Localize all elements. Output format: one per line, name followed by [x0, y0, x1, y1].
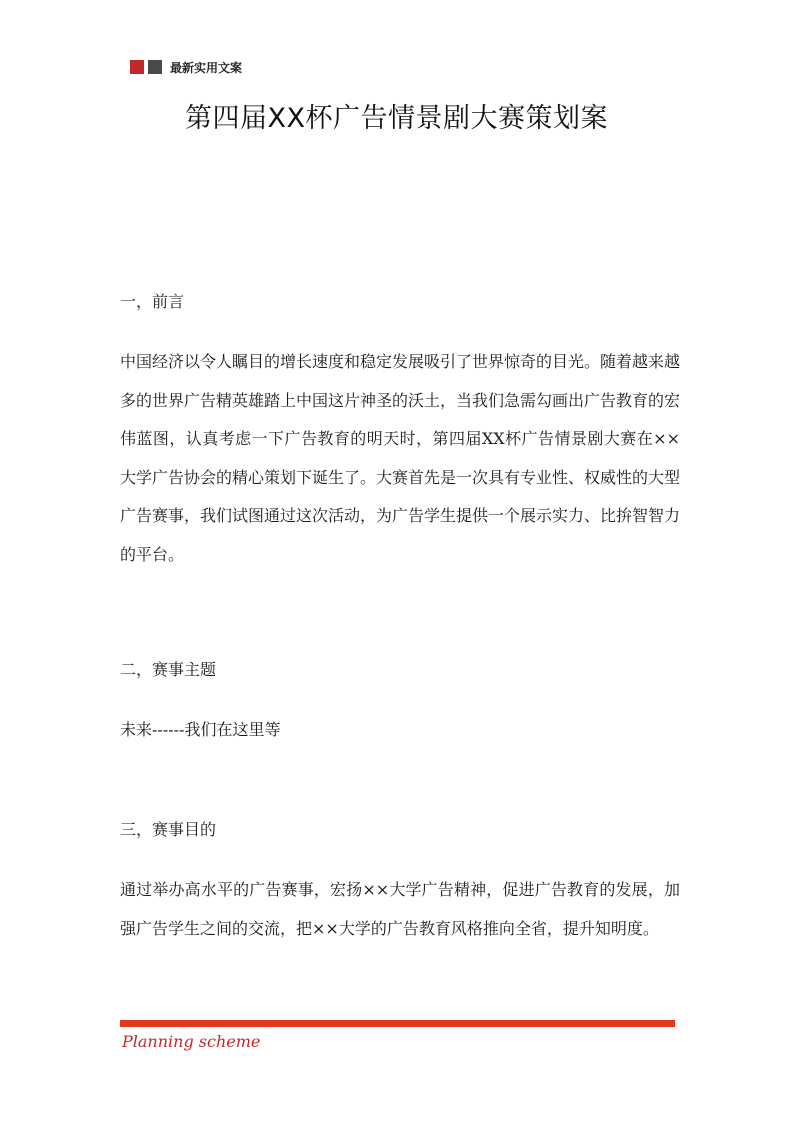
red-square-icon	[130, 60, 144, 74]
footer-label: Planning scheme	[122, 1032, 261, 1051]
section-heading-purpose: 三，赛事目的	[120, 820, 217, 839]
section-body-preface: 中国经济以令人瞩目的增长速度和稳定发展吸引了世界惊奇的目光。随着越来越多的世界广告精英雄踏上中国这片神圣的沃土，当我们急需勾画出广告教育的宏伟蓝图，认真考虑一下广告教育的明天时，第四届XX杯广告情景剧大赛在××大学广告协会的精心策划下诞生了。大赛首先是一次具有专业性、权威性的大型广告赛事，我们试图通过这次活动，为广告学生提供一个展示实力、比拚智智力的平台。	[120, 352, 681, 564]
gray-square-icon	[148, 60, 162, 74]
footer-divider	[120, 1020, 675, 1027]
section-body-theme: 未来------我们在这里等	[120, 720, 281, 739]
document-title: 第四届XX杯广告情景剧大赛策划案	[185, 103, 608, 134]
page-header	[130, 58, 242, 76]
section-heading-theme: 二，赛事主题	[120, 660, 217, 679]
header-label: 最新实用文案	[170, 60, 243, 75]
section-body-purpose: 通过举办高水平的广告赛事，宏扬××大学广告精神，促进广告教育的发展，加强广告学生之间的交流，把××大学的广告教育风格推向全省，提升知明度。	[120, 880, 680, 938]
section-heading-preface: 一，前言	[120, 292, 185, 311]
